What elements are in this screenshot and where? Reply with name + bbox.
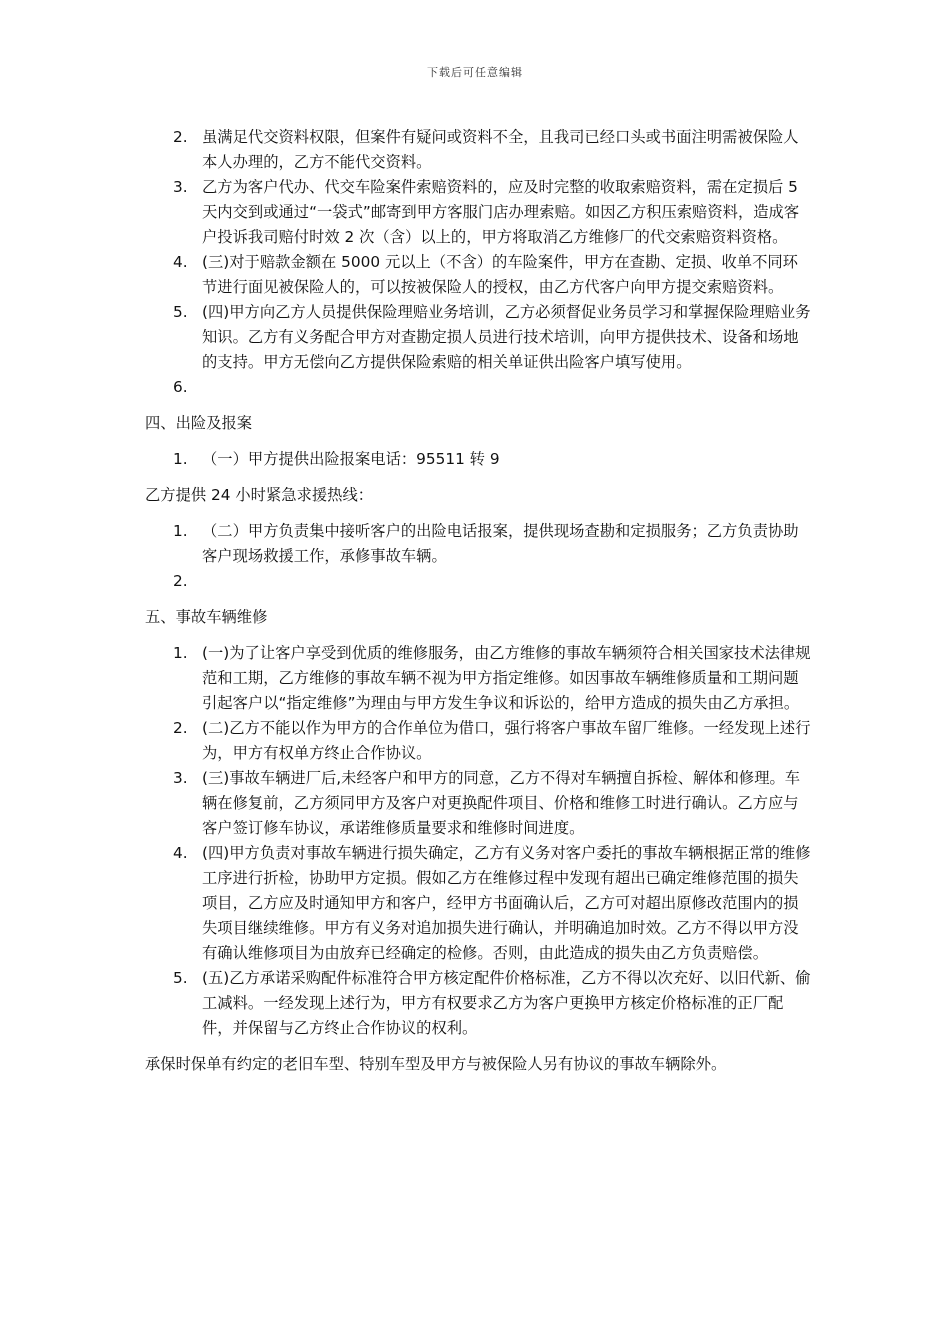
list-text: (一)为了让客户享受到优质的维修服务，由乙方维修的事故车辆须符合相关国家技术法律规范和工期，乙方维修的事故车辆不视为甲方指定维修。如因事故车辆维修质量和工期问题引起客户以“指定维修”为理由与甲方发生争议和诉讼的，给甲方造成的损失由乙方承担。 — [202, 644, 811, 712]
list-text: （一）甲方提供出险报案电话：95511 转 9 — [202, 450, 500, 468]
list-text: (四)甲方向乙方人员提供保险理赔业务培训，乙方必须督促业务员学习和掌握保险理赔业务知识。乙方有义务配合甲方对查勘定损人员进行技术培训，向甲方提供技术、设备和场地的支持。甲方无偿向乙方提供保险索赔的相关单证供出险客户填写使用。 — [202, 303, 811, 371]
list-item — [145, 716, 813, 766]
list-item — [145, 841, 813, 966]
paragraph: 乙方提供 24 小时紧急求援热线： — [145, 486, 374, 504]
list-text: (三)事故车辆进厂后,未经客户和甲方的同意，乙方不得对车辆擅自拆检、解体和修理。车辆在修复前，乙方须同甲方及客户对更换配件项目、价格和维修工时进行确认。乙方应与客户签订修车协议，承诺维修质量要求和维修时间进度。 — [202, 769, 801, 837]
list-item — [145, 250, 813, 300]
document-body — [145, 125, 813, 1077]
list-item — [145, 125, 813, 175]
list-text: (四)甲方负责对事故车辆进行损失确定，乙方有义务对客户委托的事故车辆根据正常的维修工序进行折检，协助甲方定损。假如乙方在维修过程中发现有超出已确定维修范围的损失项目，乙方应及时通知甲方和客户，经甲方书面确认后，乙方可对超出原修改范围内的损失项目继续维修。甲方有义务对追加损失进行确认，并明确追加时效。乙方不得以甲方没有确认维修项目为由放弃已经确定的检修。否则，由此造成的损失由乙方负责赔偿。 — [202, 844, 811, 962]
list-text: (二)乙方不能以作为甲方的合作单位为借口，强行将客户事故车留厂维修。一经发现上述行为，甲方有权单方终止合作协议。 — [202, 719, 811, 762]
section-heading: 四、出险及报案 — [145, 414, 253, 432]
section3-list — [145, 125, 813, 400]
list-number: 5. — [173, 303, 188, 321]
list-text: (三)对于赔款金额在 5000 元以上（不含）的车险案件，甲方在查勘、定损、收单不同环节进行面见被保险人的，可以按被保险人的授权，由乙方代客户向甲方提交索赔资料。 — [202, 253, 798, 296]
list-number: 5. — [173, 969, 188, 987]
list-item — [145, 375, 813, 400]
list-item — [145, 300, 813, 375]
list-number: 1. — [173, 450, 188, 468]
list-text: 乙方为客户代办、代交车险案件索赔资料的，应及时完整的收取索赔资料，需在定损后 5 天内交到或通过“一袋式”邮寄到甲方客服门店办理索赔。如因乙方积压索赔资料，造成客户投诉我司赔付时效 2 次（含）以上的，甲方将取消乙方维修厂的代交索赔资料资格。 — [202, 178, 800, 246]
list-number: 4. — [173, 844, 188, 862]
list-number: 1. — [173, 644, 188, 662]
section4-list-b — [145, 519, 813, 594]
list-item — [145, 766, 813, 841]
list-number: 1. — [173, 522, 188, 540]
list-number: 2. — [173, 572, 188, 590]
page-header: 下载后可任意编辑 — [427, 66, 523, 79]
section-heading: 五、事故车辆维修 — [145, 608, 268, 626]
list-number: 3. — [173, 769, 188, 787]
paragraph: 承保时保单有约定的老旧车型、特别车型及甲方与被保险人另有协议的事故车辆除外。 — [145, 1055, 727, 1073]
list-number: 6. — [173, 378, 188, 396]
list-text: (五)乙方承诺采购配件标准符合甲方核定配件价格标准，乙方不得以次充好、以旧代新、偷工减料。一经发现上述行为，甲方有权要求乙方为客户更换甲方核定价格标准的正厂配件，并保留与乙方终止合作协议的权利。 — [202, 969, 811, 1037]
list-text: （二）甲方负责集中接听客户的出险电话报案，提供现场查勘和定损服务；乙方负责协助客户现场救援工作，承修事故车辆。 — [202, 522, 799, 565]
section5-list — [145, 641, 813, 1041]
list-item — [145, 641, 813, 716]
list-number: 2. — [173, 128, 188, 146]
list-item — [145, 966, 813, 1041]
list-item — [145, 569, 813, 594]
list-item — [145, 175, 813, 250]
list-number: 2. — [173, 719, 188, 737]
list-item — [145, 447, 813, 472]
list-item — [145, 519, 813, 569]
section4-list-a — [145, 447, 813, 472]
list-text: 虽满足代交资料权限，但案件有疑问或资料不全，且我司已经口头或书面注明需被保险人本人办理的，乙方不能代交资料。 — [202, 128, 799, 171]
list-number: 4. — [173, 253, 188, 271]
list-number: 3. — [173, 178, 188, 196]
